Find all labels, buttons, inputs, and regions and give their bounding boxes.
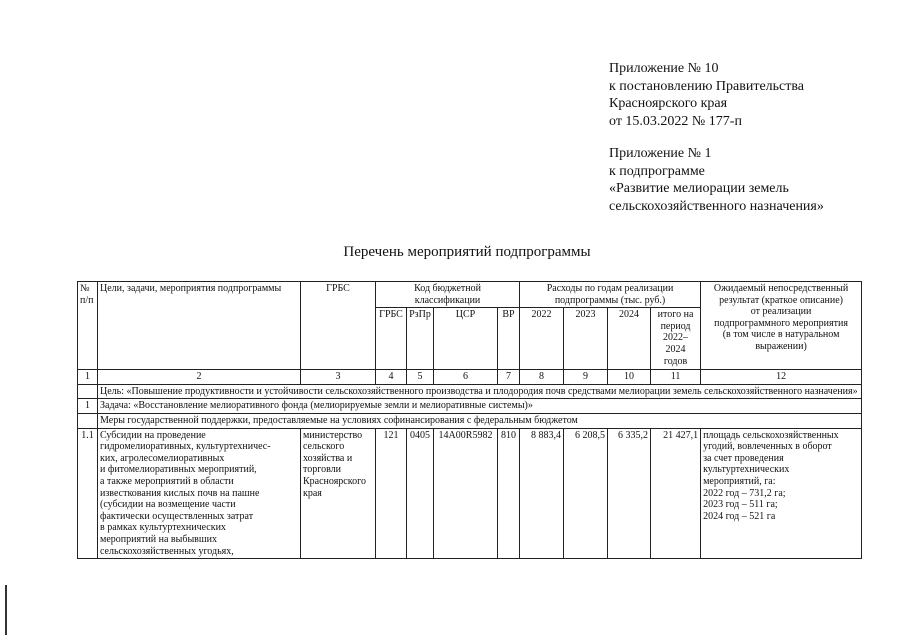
appendix-10-block: [609, 60, 804, 130]
item-vr: 810: [498, 428, 520, 559]
item-2024: 6 335,2: [608, 428, 651, 559]
col-number: 1: [78, 370, 98, 385]
col-number: 3: [301, 370, 376, 385]
header-grbs-sub: ГРБС: [376, 308, 407, 370]
appendix-1-line1: Приложение № 1: [609, 146, 712, 161]
appendix-1-line3: «Развитие мелиорации земель: [609, 181, 789, 196]
item-csr: 14А00R5982: [434, 428, 498, 559]
measures-table: [77, 281, 862, 559]
appendix-10-line2: к постановлению Правительства: [609, 78, 805, 94]
col-number: 4: [376, 370, 407, 385]
item-text: Субсидии на проведение гидромелиоративных, культуртехничес- ких, агролесомелиоративных и фитомелиоративных мероприятий, а также мероприятий в области известкования кислых почв на пашне (субсидии на возмещение части фактически осуществленных затрат в рамках культуртехнических мероприятий на выбывших сельскохозяйственных угодьях,: [98, 428, 301, 559]
appendix-1-line4: сельскохозяйственного назначения»: [609, 198, 824, 214]
appendix-1-block: [609, 145, 824, 215]
item-total: 21 427,1: [651, 428, 701, 559]
measures-text: Меры государственной поддержки, предоставляемые на условиях софинансирования с федеральным бюджетом: [98, 413, 862, 428]
item-result: площадь сельскохозяйственных угодий, вовлеченных в оборот за счет проведения культуртехнических мероприятий, га: 2022 год – 731,2 га; 2023 год – 511 га; 2024 год – 521 га: [701, 428, 862, 559]
scan-edge-line: [5, 585, 7, 635]
goal-text: Цель: «Повышение продуктивности и устойчивости сельскохозяйственного производства и плодородия почв средствами мелиорации земель сельскохозяйственного назначения»: [98, 384, 862, 399]
item-grbs: 121: [376, 428, 407, 559]
col-number: 5: [407, 370, 434, 385]
header-goals: Цели, задачи, мероприятия подпрограммы: [98, 282, 301, 370]
col-number: 9: [564, 370, 608, 385]
item-2023: 6 208,5: [564, 428, 608, 559]
header-total: итого на период 2022– 2024 годов: [651, 308, 701, 370]
item-2022: 8 883,4: [520, 428, 564, 559]
appendix-10-line4: от 15.03.2022 № 177-п: [609, 113, 742, 129]
col-number: 8: [520, 370, 564, 385]
task-row: [78, 399, 862, 414]
appendix-10-line1: Приложение № 10: [609, 61, 719, 76]
header-num: № п/п: [78, 282, 98, 370]
col-number: 12: [701, 370, 862, 385]
header-2023: 2023: [564, 308, 608, 370]
header-result: Ожидаемый непосредственный результат (краткое описание) от реализации подпрограммного мероприятия (в том числе в натуральном выражении): [701, 282, 862, 370]
header-row-1: [78, 282, 862, 308]
header-2022: 2022: [520, 308, 564, 370]
col-number: 2: [98, 370, 301, 385]
col-number: 6: [434, 370, 498, 385]
appendix-10-line3: Красноярского края: [609, 96, 728, 111]
column-numbers-row: [78, 370, 862, 385]
item-row: [78, 428, 862, 559]
header-csr: ЦСР: [434, 308, 498, 370]
header-budget-code: Код бюджетной классификации: [376, 282, 520, 308]
document-title: Перечень мероприятий подпрограммы: [343, 244, 591, 260]
item-grbs-name: министерство сельского хозяйства и торговли Красноярского края: [301, 428, 376, 559]
header-expenses: Расходы по годам реализации подпрограммы (тыс. руб.): [520, 282, 701, 308]
header-2024: 2024: [608, 308, 651, 370]
header-rzpr: РзПр: [407, 308, 434, 370]
item-num: 1.1: [78, 428, 98, 559]
appendix-1-line2: к подпрограмме: [609, 163, 705, 179]
col-number: 7: [498, 370, 520, 385]
col-number: 10: [608, 370, 651, 385]
col-number: 11: [651, 370, 701, 385]
header-grbs: ГРБС: [301, 282, 376, 370]
task-text: Задача: «Восстановление мелиоративного фонда (мелиорируемые земли и мелиоративные системы)»: [98, 399, 862, 414]
goal-row: [78, 384, 862, 399]
header-vr: ВР: [498, 308, 520, 370]
measures-row: [78, 413, 862, 428]
item-rzpr: 0405: [407, 428, 434, 559]
task-num: 1: [78, 399, 98, 414]
